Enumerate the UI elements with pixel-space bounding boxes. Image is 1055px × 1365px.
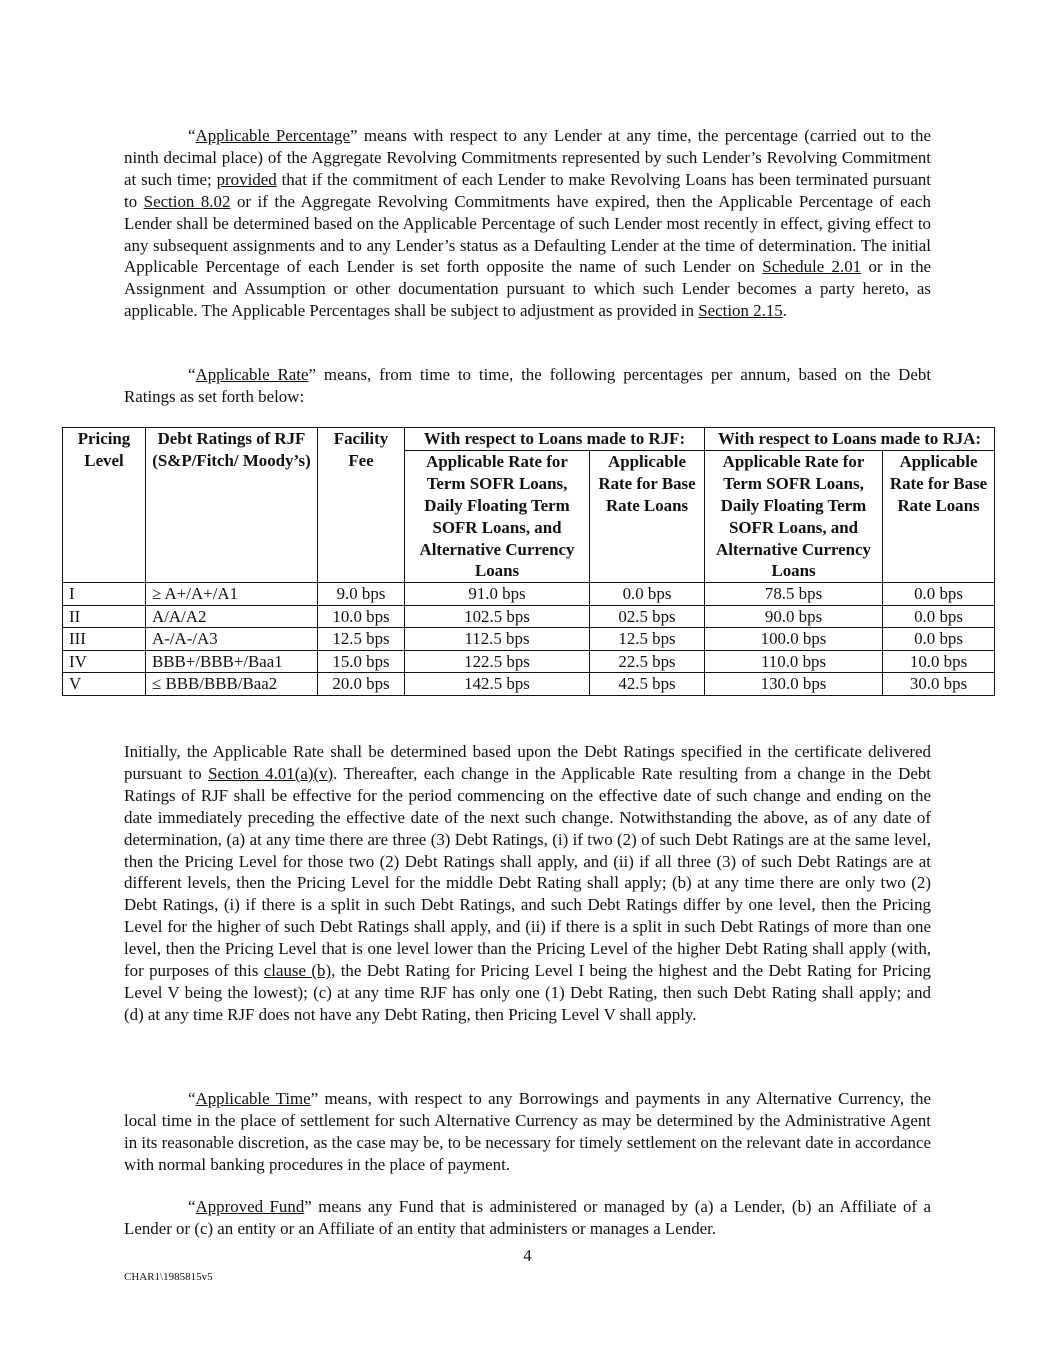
rjf-base-rate-cell: 42.5 bps [590,673,705,696]
table-row [63,605,995,628]
debt-rating-cell: BBB+/BBB+/Baa1 [146,650,318,673]
rja-base-rate-cell: 30.0 bps [883,673,995,696]
defined-term: Applicable Rate [195,365,309,384]
rjf-term-sofr-cell: 142.5 bps [405,673,590,696]
header-rja-group: With respect to Loans made to RJA: [705,428,995,451]
rjf-term-sofr-cell: 112.5 bps [405,628,590,651]
header-rjf-term-sofr: Applicable Rate for Term SOFR Loans, Daily Floating Term SOFR Loans, and Alternative Currency Loans [405,450,590,582]
applicable-rate-definition: “Applicable Rate” means, from time to time, the following percentages per annum, based on the Debt Ratings as set forth below: [124,365,932,406]
rja-term-sofr-cell: 90.0 bps [705,605,883,628]
pricing-level-cell: II [63,605,146,628]
header-rjf-group: With respect to Loans made to RJF: [405,428,705,451]
applicable-percentage-definition: “Applicable Percentage” means with respect to any Lender at any time, the percentage (carried out to the ninth decimal place) of the Aggregate Revolving Commitments represented by such Lender’s Revolving Commitment at such time; provided that if the commitment of each Lender to make Revolving Loans has been terminated pursuant to Section 8.02 or if the Aggregate Revolving Commitments have expired, then the Applicable Percentage of each Lender shall be determined based on the Applicable Percentage of such Lender most recently in effect, giving effect to any subsequent assignments and to any Lender’s status as a Defaulting Lender at the time of determination. The initial Applicable Percentage of each Lender is set forth opposite the name of such Lender on Schedule 2.01 or in the Assignment and Assumption or other documentation pursuant to which such Lender becomes a party hereto, as applicable. The Applicable Percentages shall be subject to adjustment as provided in Section 2.15. [124,126,932,321]
rja-term-sofr-cell: 100.0 bps [705,628,883,651]
rja-base-rate-cell: 0.0 bps [883,628,995,651]
rjf-base-rate-cell: 22.5 bps [590,650,705,673]
rjf-term-sofr-cell: 122.5 bps [405,650,590,673]
header-facility-fee: Facility Fee [318,428,405,583]
table-row [63,673,995,696]
facility-fee-cell: 12.5 bps [318,628,405,651]
table-row [63,628,995,651]
debt-rating-cell: A-/A-/A3 [146,628,318,651]
section-reference: Section 8.02 [143,191,231,211]
rja-base-rate-cell: 0.0 bps [883,583,995,606]
header-rja-base-rate: Applicable Rate for Base Rate Loans [883,450,995,582]
rjf-base-rate-cell: 0.0 bps [590,583,705,606]
pricing-level-cell: IV [63,650,146,673]
defined-term: Applicable Percentage [195,126,351,145]
header-debt-ratings: Debt Ratings of RJF (S&P/Fitch/ Moody’s) [146,428,318,583]
rjf-base-rate-cell: 02.5 bps [590,605,705,628]
pricing-level-cell: III [63,628,146,651]
schedule-reference: Schedule 2.01 [762,257,862,277]
header-pricing-level: Pricing Level [63,428,146,583]
section-reference: Section 2.15 [698,301,783,321]
facility-fee-cell: 20.0 bps [318,673,405,696]
defined-term: Approved Fund [195,1197,305,1216]
pricing-level-cell: I [63,583,146,606]
rja-base-rate-cell: 10.0 bps [883,650,995,673]
header-rja-term-sofr: Applicable Rate for Term SOFR Loans, Daily Floating Term SOFR Loans, and Alternative Currency Loans [705,450,883,582]
facility-fee-cell: 9.0 bps [318,583,405,606]
facility-fee-cell: 10.0 bps [318,605,405,628]
defined-term: Applicable Time [195,1089,311,1108]
debt-rating-cell: ≥ A+/A+/A1 [146,583,318,606]
page-number: 4 [523,1246,532,1265]
rja-term-sofr-cell: 110.0 bps [705,650,883,673]
applicable-time-definition: “Applicable Time” means, with respect to any Borrowings and payments in any Alternative Currency, the local time in the place of settlement for such Alternative Currency as may be determined by the Administrative Agent in its reasonable discretion, as the case may be, to be necessary for timely settlement on the relevant date in accordance with normal banking procedures in the place of payment. [124,1089,932,1174]
rja-term-sofr-cell: 130.0 bps [705,673,883,696]
rjf-term-sofr-cell: 91.0 bps [405,583,590,606]
table-row [63,583,995,606]
document-id: CHAR1\1985815v5 [124,1271,213,1283]
rjf-base-rate-cell: 12.5 bps [590,628,705,651]
provided-term: provided [216,169,277,189]
header-rjf-base-rate: Applicable Rate for Base Rate Loans [590,450,705,582]
pricing-level-cell: V [63,673,146,696]
pricing-level-determination-paragraph: Initially, the Applicable Rate shall be determined based upon the Debt Ratings specified in the certificate delivered pursuant to Section 4.01(a)(v). Thereafter, each change in the Applicable Rate resulting from a change in the Debt Ratings of RJF shall be effective for the period commencing on the effective date of such change and ending on the date immediately preceding the effective date of the next such change. Notwithstanding the above, as of any date of determination, (a) at any time there are three (3) Debt Ratings, (i) if two (2) of such Debt Ratings are at the same level, then the Pricing Level for those two (2) Debt Ratings shall apply, and (ii) if all three (3) of such Debt Ratings are at different levels, then the Pricing Level for the middle Debt Rating shall apply; (b) at any time there are only two (2) Debt Ratings, (i) if there is a split in such Debt Ratings, and such Debt Ratings differ by one level, then the Pricing Level for the higher of such Debt Ratings shall apply, and (ii) if there is a split in such Debt Ratings of more than one level, then the Pricing Level that is one level lower than the Pricing Level of the higher Debt Rating shall apply (with, for purposes of this clause (b), the Debt Rating for Pricing Level I being the highest and the Debt Rating for Pricing Level V being the lowest); (c) at any time RJF has only one (1) Debt Rating, then such Debt Rating shall apply; and (d) at any time RJF does not have any Debt Rating, then Pricing Level V shall apply. [124,742,932,1024]
approved-fund-definition: “Approved Fund” means any Fund that is administered or managed by (a) a Lender, (b) an Affiliate of a Lender or (c) an entity or an Affiliate of an entity that administers or manages a Lender. [124,1197,932,1238]
rja-term-sofr-cell: 78.5 bps [705,583,883,606]
pricing-table [62,427,995,696]
table-row [63,650,995,673]
rja-base-rate-cell: 0.0 bps [883,605,995,628]
section-reference: Section 4.01(a)(v) [208,763,334,783]
facility-fee-cell: 15.0 bps [318,650,405,673]
clause-reference: clause (b) [263,961,332,981]
debt-rating-cell: A/A/A2 [146,605,318,628]
debt-rating-cell: ≤ BBB/BBB/Baa2 [146,673,318,696]
rjf-term-sofr-cell: 102.5 bps [405,605,590,628]
